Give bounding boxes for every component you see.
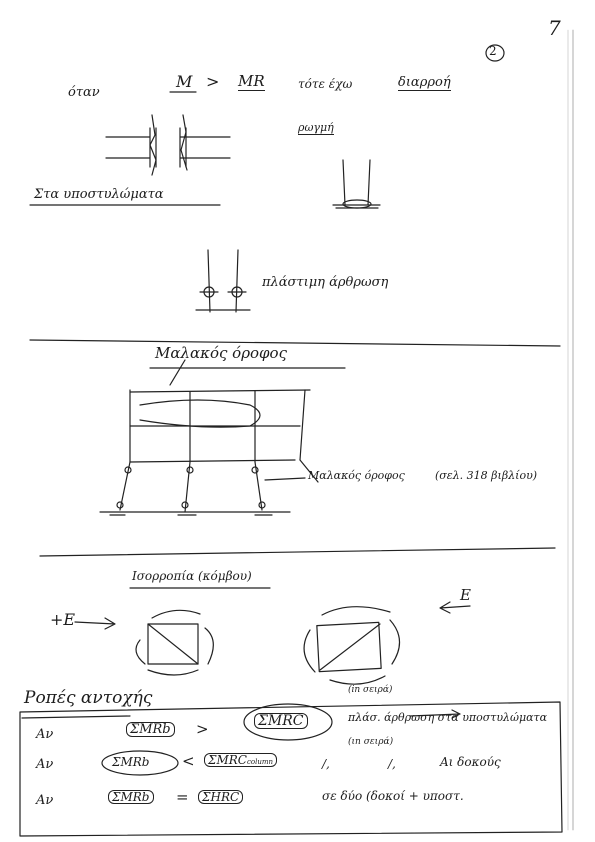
row1-note: (in σειρά) [348, 685, 393, 695]
row3-sum-HRC: ΣHRC [198, 790, 243, 804]
label-plus-E: +E [50, 610, 76, 629]
row2-text: Αι δοκούς [440, 755, 501, 769]
ditto-mark-2: /, [388, 757, 396, 771]
title-isorropia: Ισορροπία (κόμβου) [132, 569, 252, 583]
title-malakos-orofos: Μαλακός όροφος [155, 344, 287, 362]
label-plastimi-arthrosi: πλάστιμη άρθρωση [262, 275, 389, 290]
row2-sum-MRC-sub: column [247, 758, 274, 766]
text-diarroi: διαρροή [398, 75, 451, 90]
label-malakos-orofos: Μαλακός όροφος [308, 469, 405, 482]
row3-op: = [176, 788, 189, 806]
row2-prefix: Αν [36, 757, 54, 772]
text-otan: όταν [68, 85, 100, 100]
ditto-mark-1: /, [322, 757, 330, 771]
row2-sum-MRC [204, 753, 277, 767]
row1-sum-MRb: ΣMRb [126, 722, 175, 737]
row2-sum-MRb: ΣMRb [112, 755, 150, 769]
text-tote: τότε έχω [298, 77, 353, 91]
row3-prefix: Αν [36, 793, 54, 808]
circled-number: 2 [489, 44, 497, 58]
label-rigmi: ρωγμή [298, 121, 334, 134]
label-E: E [460, 586, 471, 604]
label-sta-ypostylomata: Στα υποστυλώματα [34, 187, 164, 202]
row1-text: πλάσ. άρθρωση στα υποστυλώματα [348, 711, 548, 724]
row3-text: σε δύο (δοκοί + υποστ. [322, 789, 464, 803]
text-gt: > [206, 72, 220, 91]
row1-sum-MRC: ΣMRC [254, 713, 308, 729]
row2-op: < [182, 752, 195, 770]
page-number: 7 [548, 16, 561, 40]
row1-prefix: Αν [36, 727, 54, 742]
row2-note: (ιn σειρά) [348, 737, 394, 747]
title-ropes-antochis: Ροπές αντοχής [24, 688, 153, 708]
row3-sum-MRb: ΣMRb [108, 790, 154, 804]
text-M: M [176, 72, 193, 91]
text-MR: MR [238, 72, 265, 90]
label-page-reference: (σελ. 318 βιβλίου) [435, 469, 538, 482]
row2-sum-MRC-text: ΣMRC [208, 753, 247, 767]
row1-op: > [196, 720, 209, 738]
